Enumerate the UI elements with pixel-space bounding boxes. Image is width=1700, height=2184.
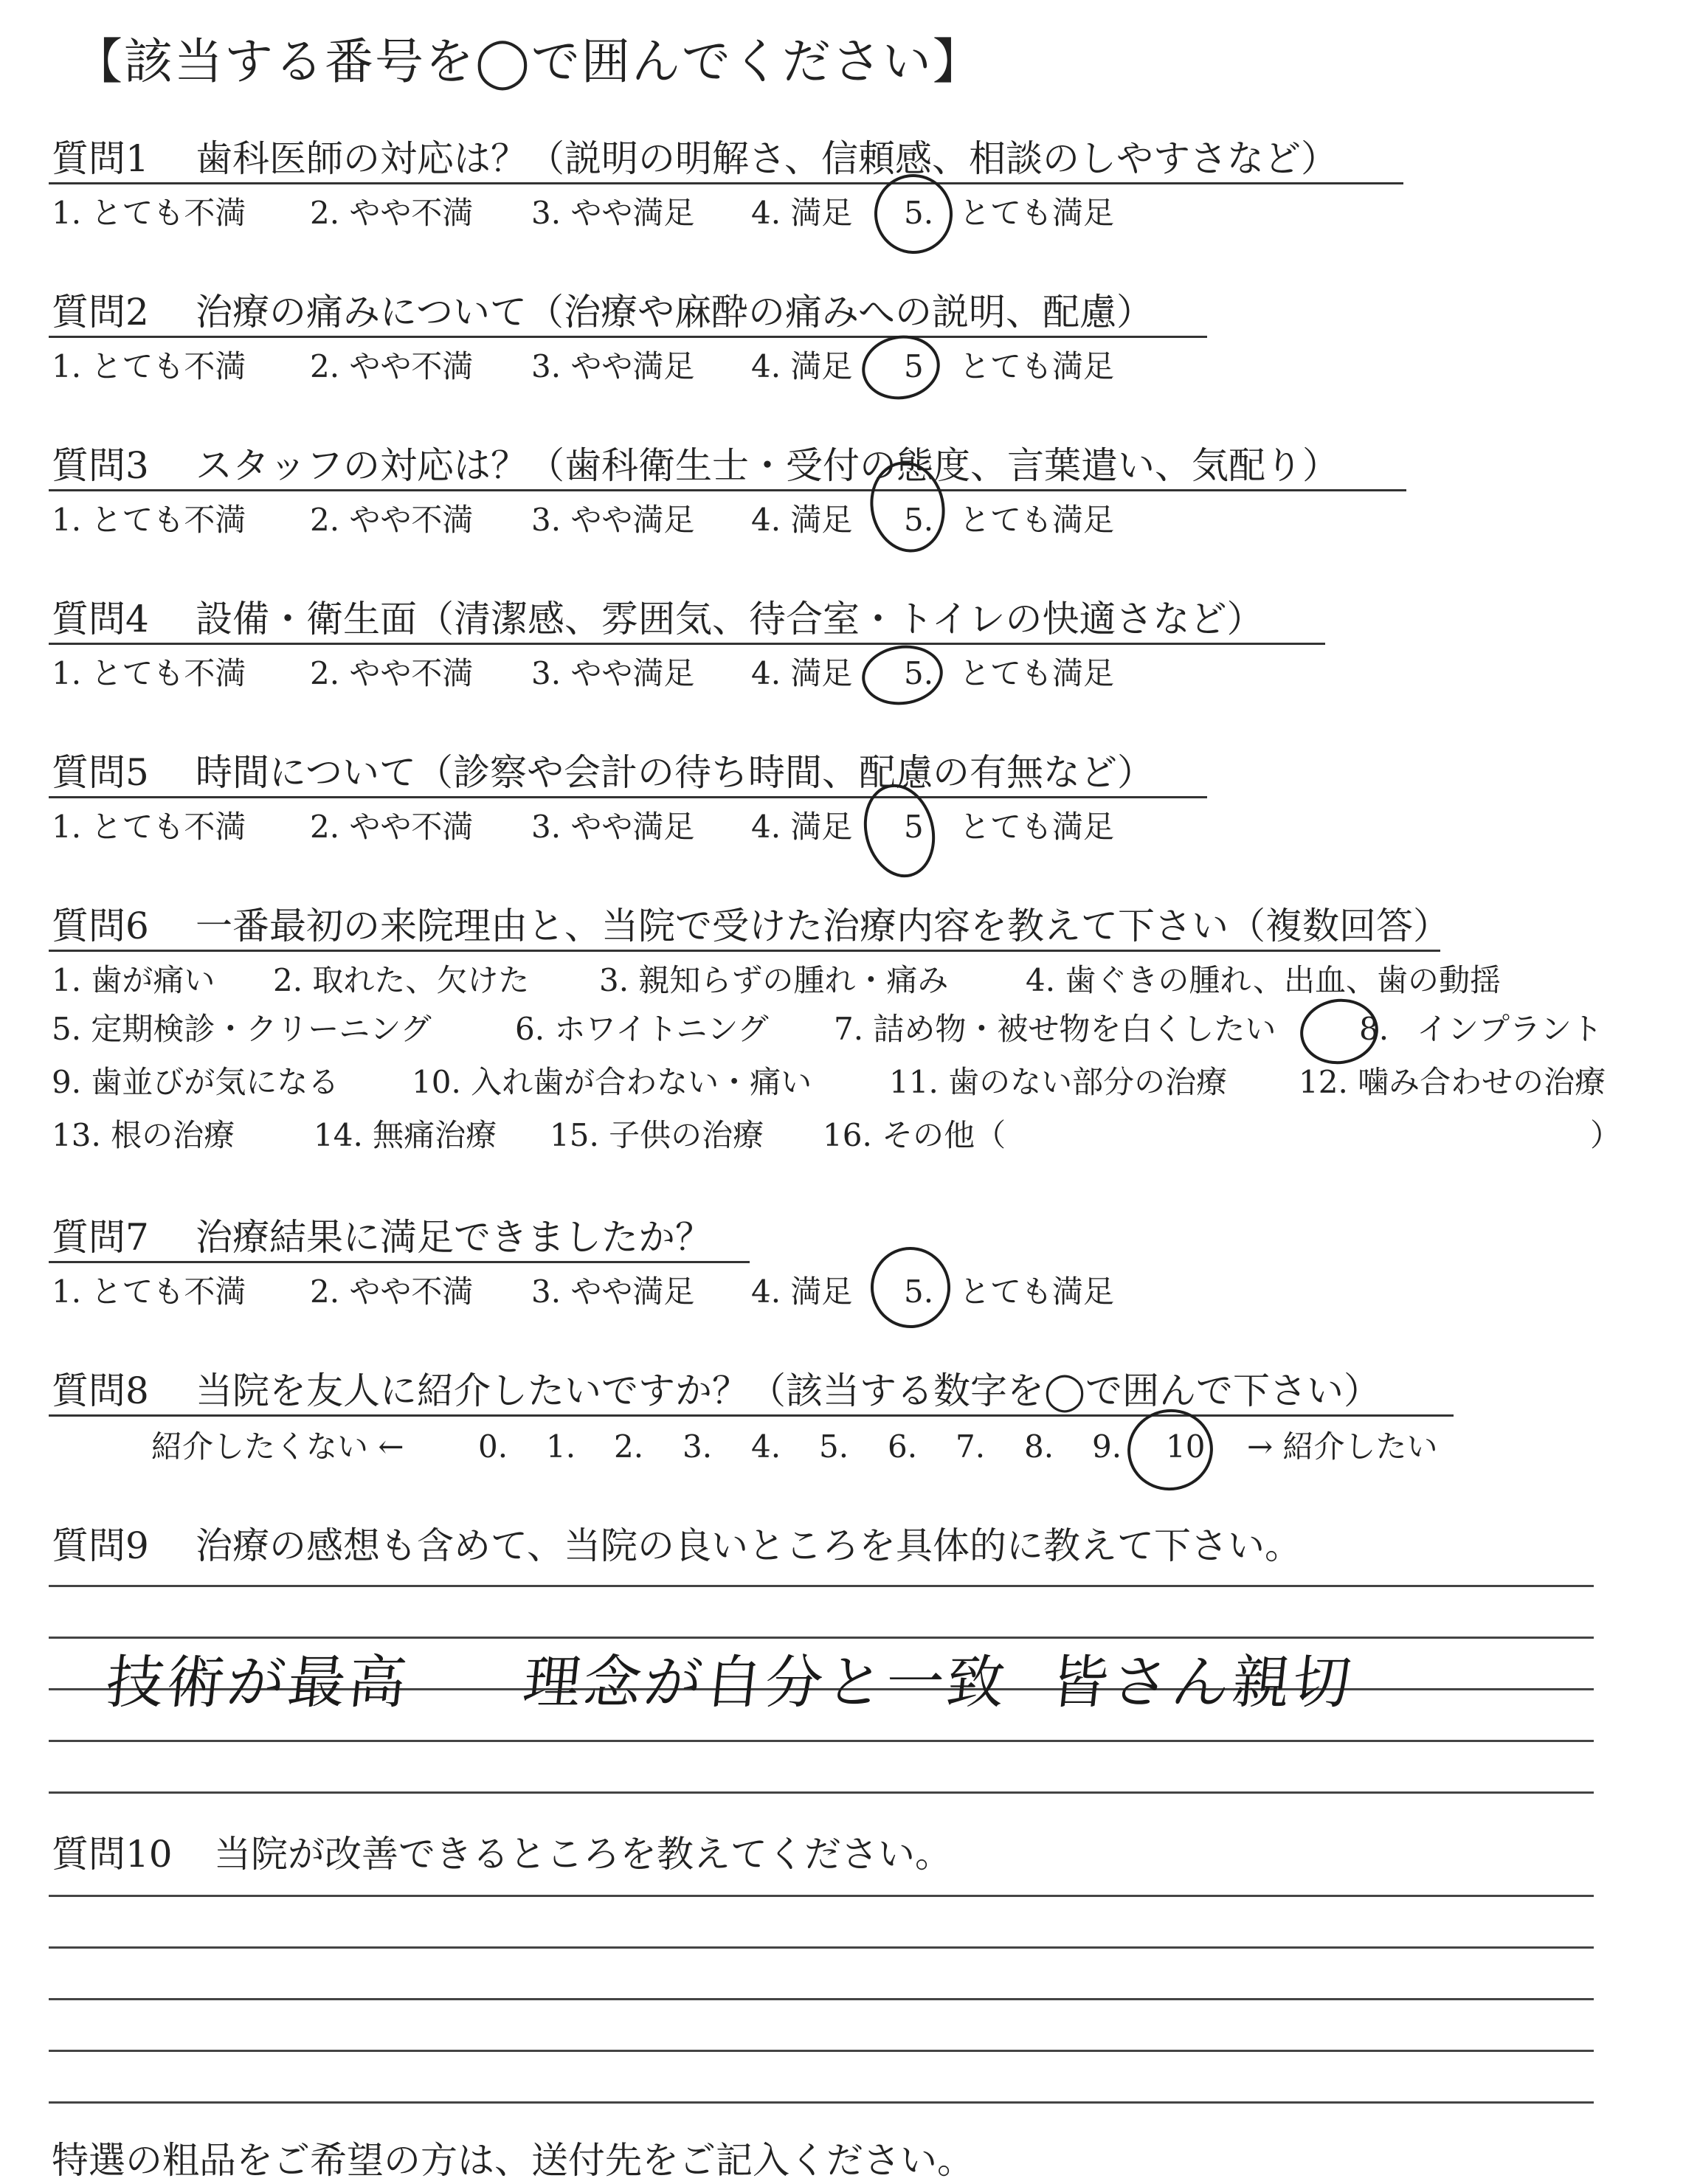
question-7-text: 治療結果に満足できましたか？ [196,1216,712,1259]
q4-option-2[interactable]: 2. やや不満 [310,655,474,691]
question-4-number: 質問4 [52,598,149,640]
q6-option-2[interactable]: 2. 取れた、欠けた [273,962,530,998]
question-7 [52,1216,712,1259]
q8-option-3[interactable]: 3. [683,1428,713,1465]
q8-option-8[interactable]: 8. [1024,1428,1054,1465]
q5-option-5[interactable]: 5 [904,809,924,845]
q6-option-14[interactable]: 14. 無痛治療 [314,1117,497,1153]
question-10-number: 質問10 [52,1833,173,1876]
q10-answer-line-1 [49,1895,1594,1897]
question-8-number: 質問8 [52,1369,149,1412]
q2-option-1[interactable]: 1. とても不満 [52,348,246,384]
footer-note: 特選の粗品をご希望の方は、送付先をご記入ください。 [52,2139,974,2182]
question-1-underline [49,182,1403,184]
q5-option-4[interactable]: 4. 満足 [751,809,853,845]
q7-option-4[interactable]: 4. 満足 [751,1274,853,1310]
q9-answer-line-1 [49,1585,1594,1587]
question-4 [52,598,1264,640]
q8-left-label: 紹介したくない ← [151,1428,404,1465]
q6-option-6[interactable]: 6. ホワイトニング [515,1011,769,1047]
q6-option-1[interactable]: 1. 歯が痛い [52,962,215,998]
question-9-text: 治療の感想も含めて、当院の良いところを具体的に教えて下さい。 [196,1524,1302,1567]
q1-option-5[interactable]: 5. [904,195,934,231]
question-6-underline [49,950,1440,952]
q6-option-9[interactable]: 9. 歯並びが気になる [52,1064,339,1100]
question-5 [52,751,1154,794]
q8-option-1[interactable]: 1. [546,1428,576,1465]
q5-option-1[interactable]: 1. とても不満 [52,809,246,845]
q6-option-7[interactable]: 7. 詰め物・被せ物を白くしたい [834,1011,1276,1047]
q1-option-5-label: とても満足 [959,195,1115,231]
q4-option-1[interactable]: 1. とても不満 [52,655,246,691]
q2-option-3[interactable]: 3. やや満足 [531,348,695,384]
q3-option-2[interactable]: 2. やや不満 [310,502,474,538]
question-6 [52,905,1450,947]
q1-option-4[interactable]: 4. 満足 [751,195,853,231]
q6-option-8[interactable]: 8. [1359,1011,1389,1047]
q9-answer-line-5 [49,1791,1594,1794]
q3-option-5-label: とても満足 [959,502,1115,538]
q7-option-3[interactable]: 3. やや満足 [531,1274,695,1310]
q6-option-4[interactable]: 4. 歯ぐきの腫れ、出血、歯の動揺 [1026,962,1501,998]
q10-answer-line-3 [49,1998,1594,2000]
q9-handwritten-1: 技術が最高 [103,1650,413,1716]
question-10-text: 当院が改善できるところを教えてください。 [214,1833,952,1876]
question-9-number: 質問9 [52,1524,149,1567]
q5-option-2[interactable]: 2. やや不満 [310,809,474,845]
q7-option-5-label: とても満足 [959,1274,1115,1310]
q1-option-3[interactable]: 3. やや満足 [531,195,695,231]
question-2-underline [49,336,1207,338]
q9-handwritten-3: 皆さん親切 [1047,1650,1358,1716]
q2-option-5[interactable]: 5 [904,348,924,384]
q3-option-3[interactable]: 3. やや満足 [531,502,695,538]
q1-option-2[interactable]: 2. やや不満 [310,195,474,231]
q8-option-5[interactable]: 5. [819,1428,849,1465]
q6-option-11[interactable]: 11. 歯のない部分の治療 [889,1064,1228,1100]
q4-option-3[interactable]: 3. やや満足 [531,655,695,691]
q8-option-10[interactable]: 10 [1166,1428,1206,1465]
q6-option-16[interactable]: 16. その他（ [823,1117,1006,1153]
q2-option-5-label: とても満足 [959,348,1115,384]
q7-option-1[interactable]: 1. とても不満 [52,1274,246,1310]
q6-option-13[interactable]: 13. 根の治療 [52,1117,235,1153]
question-10 [52,1833,952,1876]
q2-option-2[interactable]: 2. やや不満 [310,348,474,384]
q8-option-7[interactable]: 7. [956,1428,986,1465]
q10-answer-line-5 [49,2101,1594,2104]
question-5-underline [49,796,1207,798]
q3-option-4[interactable]: 4. 満足 [751,502,853,538]
question-2 [52,291,1153,334]
question-3-number: 質問3 [52,444,149,487]
question-5-text: 時間について（診察や会計の待ち時間、配慮の有無など） [196,751,1154,794]
q10-answer-line-2 [49,1946,1594,1949]
q6-option-10[interactable]: 10. 入れ歯が合わない・痛い [412,1064,812,1100]
question-1-text: 歯科医師の対応は？（説明の明解さ、信頼感、相談のしやすさなど） [196,137,1338,180]
question-5-number: 質問5 [52,751,149,794]
q7-option-2[interactable]: 2. やや不満 [310,1274,474,1310]
q6-option-5[interactable]: 5. 定期検診・クリーニング [52,1011,432,1047]
q10-answer-line-4 [49,2050,1594,2052]
form-heading: 【該当する番号を◯で囲んでください】 [74,33,983,90]
question-6-text: 一番最初の来院理由と、当院で受けた治療内容を教えて下さい（複数回答） [196,905,1450,947]
question-2-text: 治療の痛みについて（治療や麻酔の痛みへの説明、配慮） [196,291,1153,334]
q3-option-1[interactable]: 1. とても不満 [52,502,246,538]
q6-option-12[interactable]: 12. 噛み合わせの治療 [1299,1064,1606,1100]
q6-option-15[interactable]: 15. 子供の治療 [550,1117,764,1153]
question-1 [52,137,1338,180]
q2-selection-circle [857,329,944,405]
q7-selection-circle [867,1243,955,1333]
q4-option-5-label: とても満足 [959,655,1115,691]
question-4-underline [49,643,1325,645]
q9-answer-line-4 [49,1740,1594,1742]
q6-option-16-close: ） [1590,1117,1622,1153]
q1-option-1[interactable]: 1. とても不満 [52,195,246,231]
question-8-underline [49,1414,1454,1417]
q4-selection-circle [858,640,947,711]
q8-option-6[interactable]: 6. [888,1428,918,1465]
q6-selection-circle [1296,994,1382,1069]
q8-right-label: → 紹介したい [1247,1428,1438,1465]
q6-option-8-label: インプラント [1417,1011,1603,1047]
question-7-number: 質問7 [52,1216,149,1259]
question-7-underline [49,1261,750,1263]
question-6-number: 質問6 [52,905,149,947]
q8-option-4[interactable]: 4. [751,1428,781,1465]
question-3 [52,444,1339,487]
question-3-text: スタッフの対応は？（歯科衛生士・受付の態度、言葉遣い、気配り） [196,444,1339,487]
q3-option-5[interactable]: 5. [904,502,934,538]
q6-option-3[interactable]: 3. 親知らずの腫れ・痛み [599,962,949,998]
q7-option-5[interactable]: 5. [904,1274,934,1310]
q4-option-5[interactable]: 5. [904,655,934,691]
q8-selection-circle [1121,1403,1219,1497]
question-3-underline [49,489,1406,491]
q4-option-4[interactable]: 4. 満足 [751,655,853,691]
question-8 [52,1369,1381,1412]
q8-option-9[interactable]: 9. [1092,1428,1122,1465]
q9-handwritten-2: 理念が自分と一致 [519,1650,1012,1716]
question-8-text: 当院を友人に紹介したいですか？（該当する数字を◯で囲んで下さい） [196,1369,1381,1412]
question-9 [52,1524,1302,1567]
q2-option-4[interactable]: 4. 満足 [751,348,853,384]
question-4-text: 設備・衛生面（清潔感、雰囲気、待合室・トイレの快適さなど） [196,598,1264,640]
q8-option-0[interactable]: 0. [478,1428,508,1465]
q5-option-3[interactable]: 3. やや満足 [531,809,695,845]
q8-option-2[interactable]: 2. [614,1428,644,1465]
question-2-number: 質問2 [52,291,149,334]
question-1-number: 質問1 [52,137,149,180]
q5-option-5-label: とても満足 [959,809,1115,845]
